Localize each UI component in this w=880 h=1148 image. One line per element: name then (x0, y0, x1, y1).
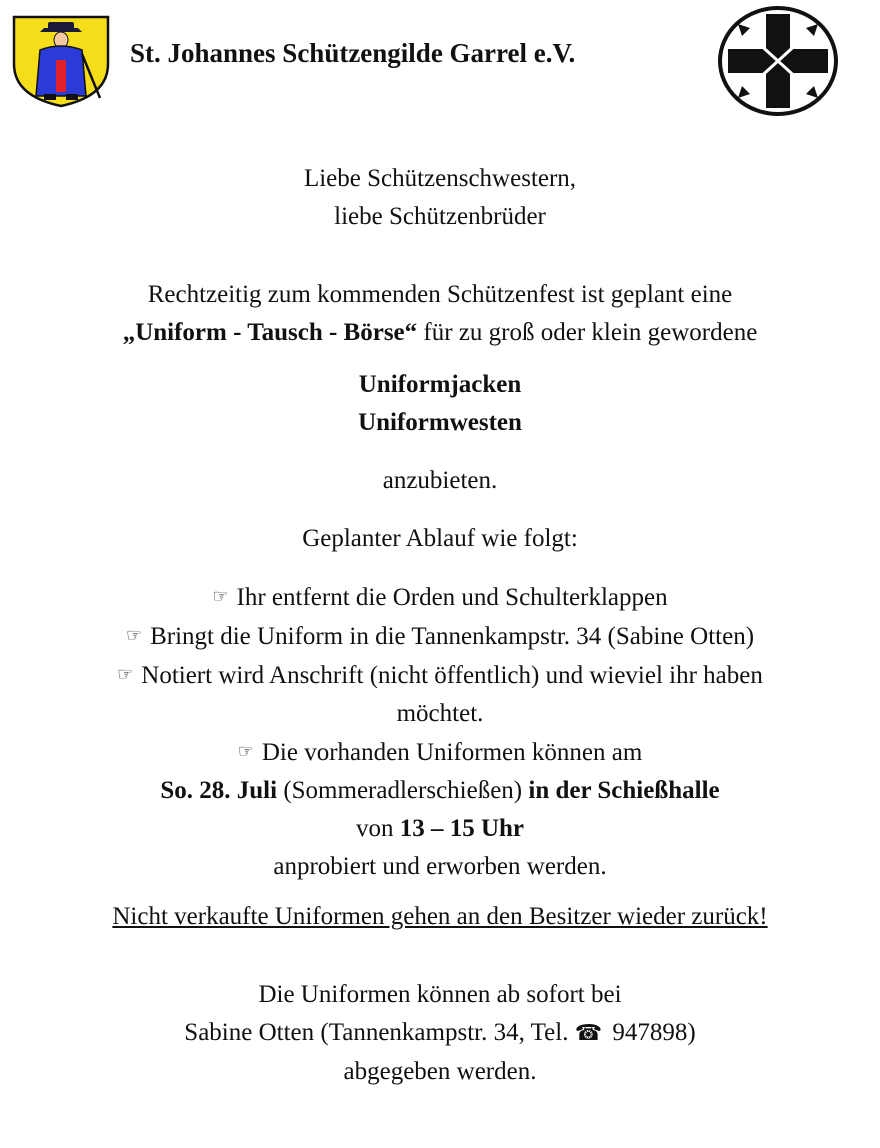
step-3-continued: möchtet. (396, 700, 484, 727)
step-4 (0, 733, 880, 772)
step-1 (0, 578, 880, 617)
contact-line-2 (0, 1014, 880, 1053)
item-jackets: Uniformjacken (358, 371, 522, 398)
letterhead (0, 0, 880, 120)
phone-icon: ☎ (574, 1021, 603, 1046)
intro-line-2-rest: für zu groß oder klein gewordene (417, 319, 758, 346)
contact-line-3: abgegeben werden. (343, 1058, 537, 1085)
procedure-heading: Geplanter Ablauf wie folgt: (302, 525, 578, 552)
event-time: 13 – 15 Uhr (399, 815, 525, 842)
step-4-text: Die vorhanden Uniformen können am (261, 739, 643, 766)
pointing-hand-icon: ☞ (117, 664, 134, 685)
coat-of-arms-icon (10, 14, 112, 108)
event-name: „Uniform - Tausch - Börse“ (122, 319, 418, 346)
step-3 (0, 656, 880, 695)
contact-line-1: Die Uniformen können ab sofort bei (258, 981, 622, 1008)
item-vests: Uniformwesten (358, 409, 522, 436)
cross-emblem-icon (716, 4, 840, 118)
pointing-hand-icon: ☞ (237, 741, 254, 762)
return-notice: Nicht verkaufte Uniformen gehen an den Besitzer wieder zurück! (112, 903, 768, 930)
intro-line-2 (0, 314, 880, 352)
club-title: St. Johannes Schützengilde Garrel e.V. (130, 38, 576, 68)
pointing-hand-icon: ☞ (212, 586, 229, 607)
event-time-line (0, 810, 880, 848)
event-location: in der Schießhalle (528, 777, 720, 804)
pointing-hand-icon: ☞ (125, 625, 143, 646)
offer-text: anzubieten. (382, 467, 498, 494)
contact-name-address: Sabine Otten (Tannenkampstr. 34, Tel. (184, 1019, 575, 1046)
event-date-line (0, 772, 880, 810)
greeting-line-2: liebe Schützenbrüder (334, 203, 546, 230)
letter-body (0, 160, 880, 1091)
procedure-closing: anprobiert und erworben werden. (273, 853, 607, 880)
time-prefix: von (355, 815, 400, 842)
contact-phone: 947898) (606, 1019, 696, 1046)
intro-line-1: Rechtzeitig zum kommenden Schützenfest ist geplant eine (147, 281, 733, 308)
greeting-line-1: Liebe Schützenschwestern, (303, 165, 577, 192)
event-date: So. 28. Juli (160, 777, 278, 804)
event-occasion: (Sommeradlerschießen) (277, 777, 529, 804)
step-3-text: Notiert wird Anschrift (nicht öffentlich) und wieviel ihr haben (141, 662, 763, 689)
step-2-text: Bringt die Uniform in die Tannenkampstr. 34 (Sabine Otten) (150, 623, 755, 650)
step-2 (0, 617, 880, 656)
step-1-text: Ihr entfernt die Orden und Schulterklappen (236, 584, 668, 611)
